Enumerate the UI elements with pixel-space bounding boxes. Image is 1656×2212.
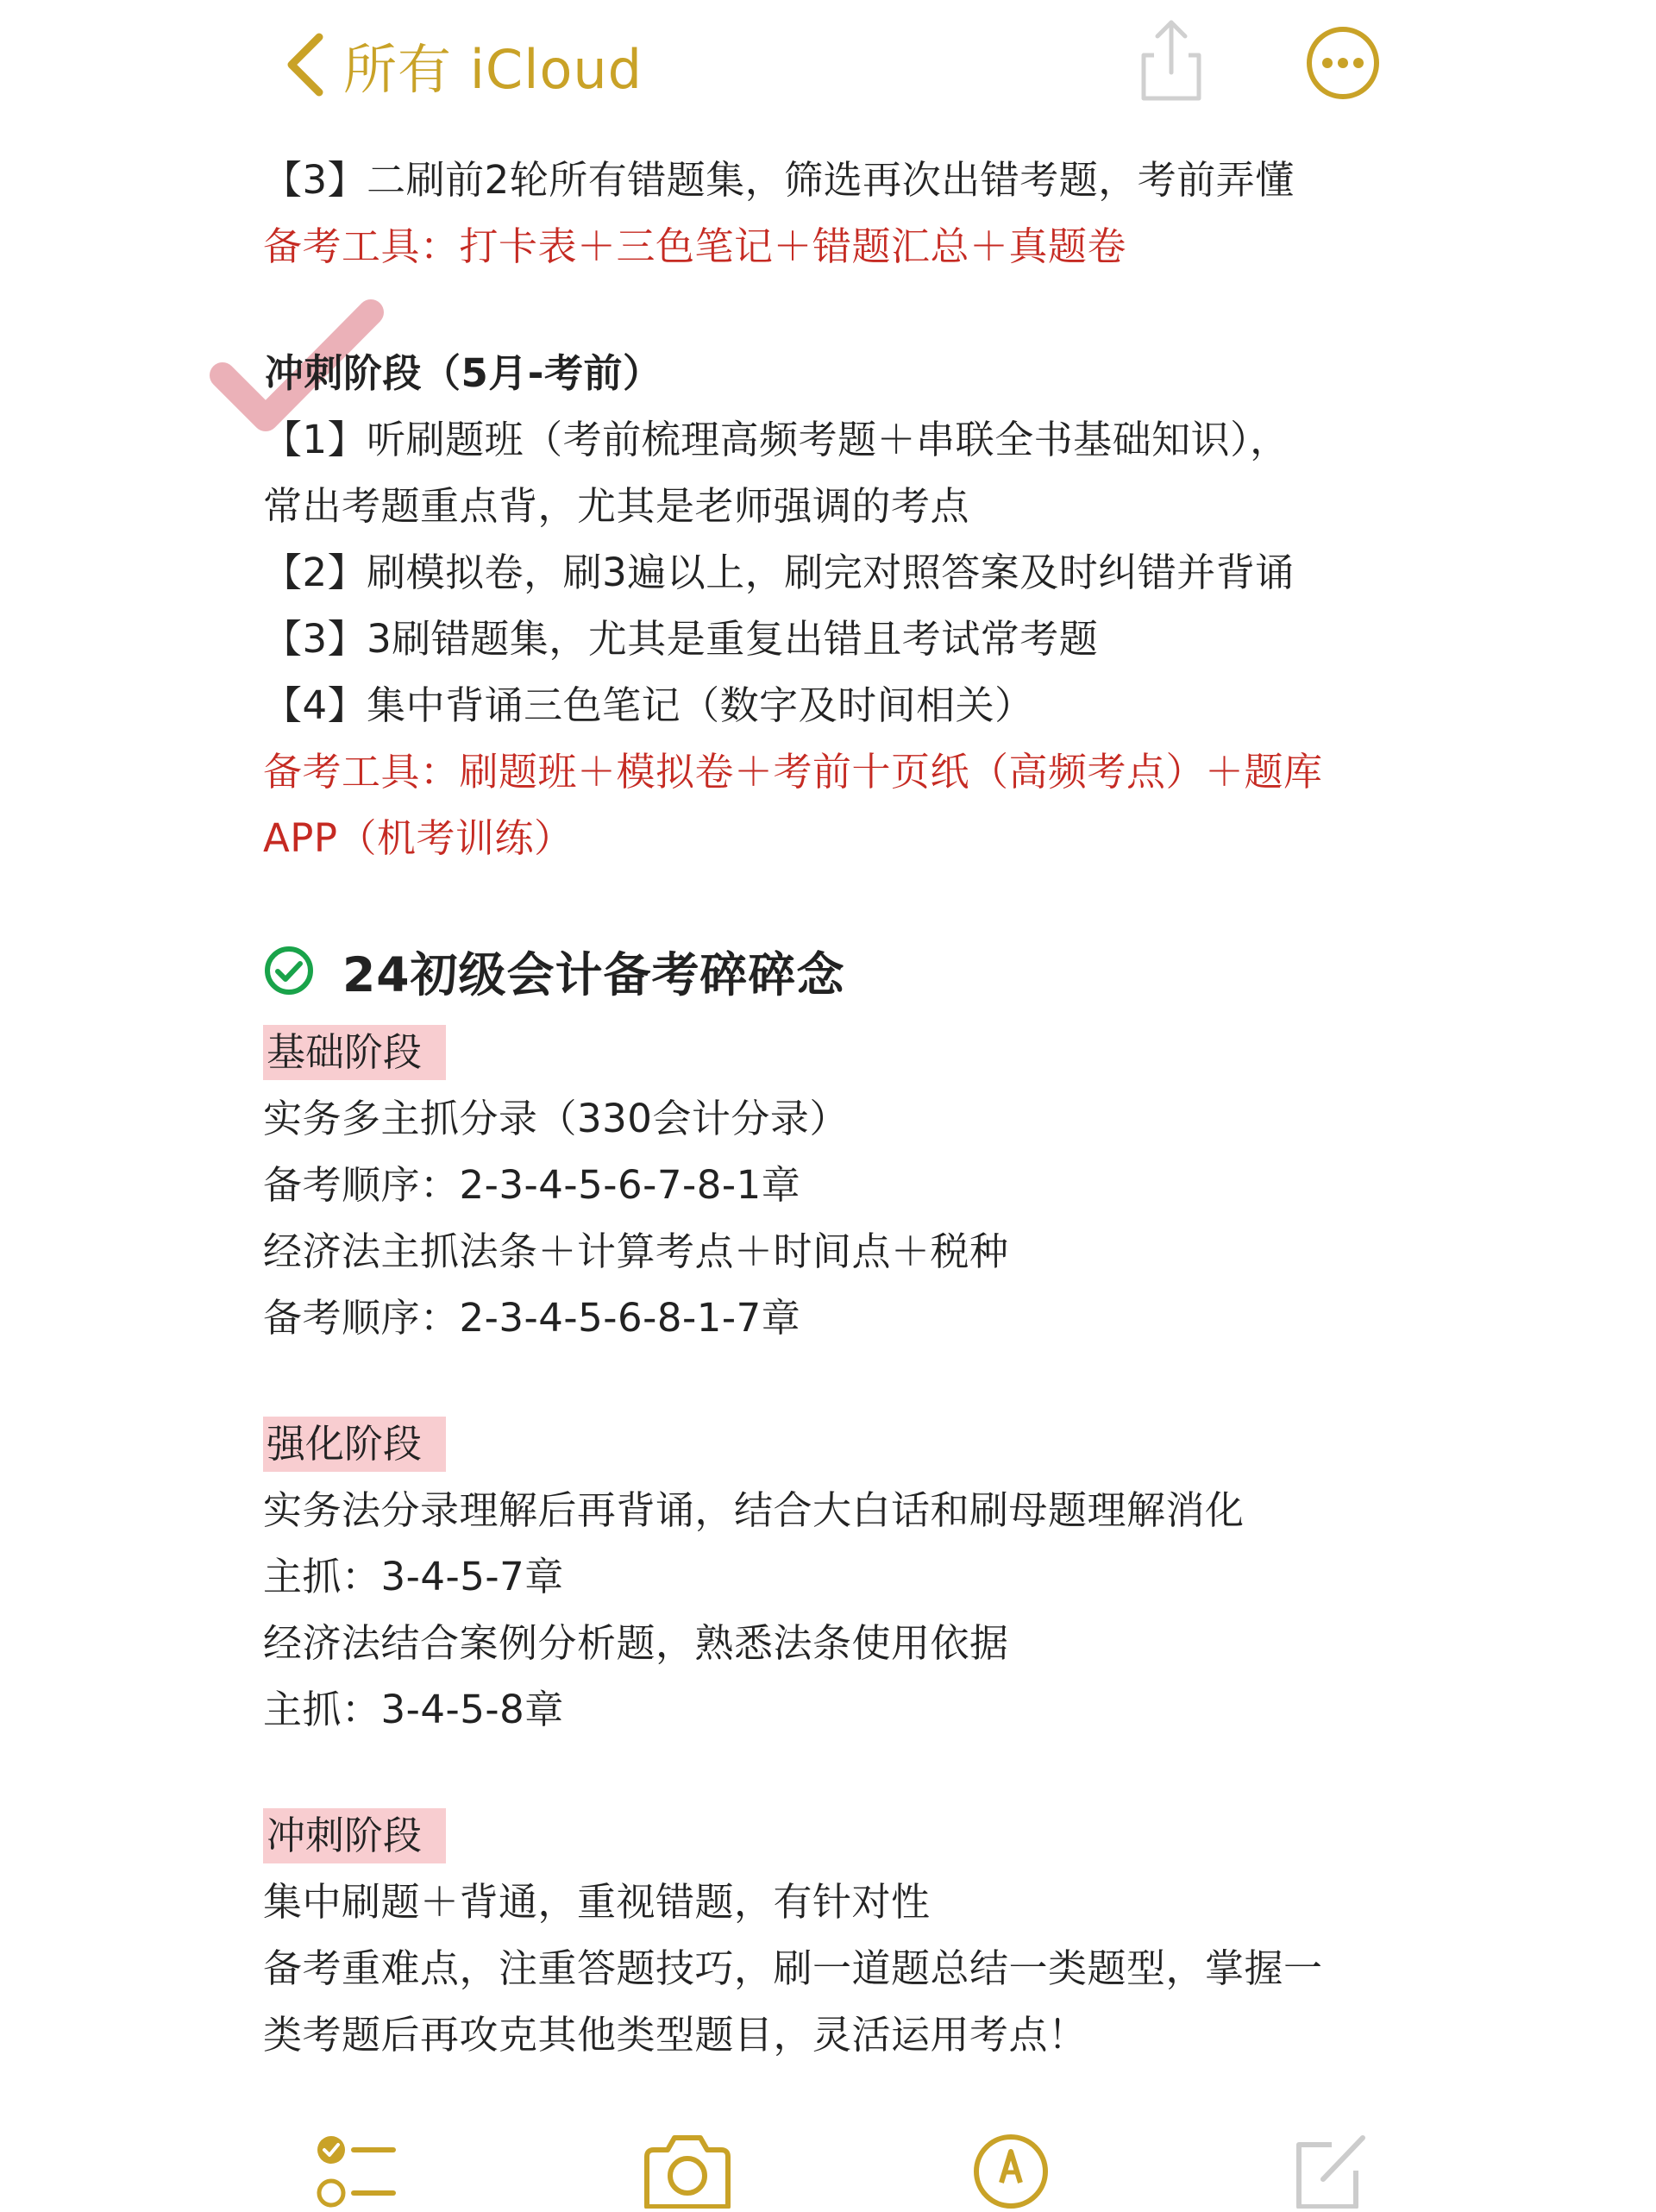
check-circle-icon bbox=[263, 945, 315, 996]
nav-bar bbox=[0, 0, 1656, 129]
note-line: 【3】二刷前2轮所有错题集，筛选再次出错考题，考前弄懂 bbox=[263, 157, 1295, 203]
highlight-label: 基础阶段 bbox=[263, 1025, 446, 1080]
share-icon bbox=[1137, 17, 1206, 104]
back-label: 所有 iCloud bbox=[343, 37, 643, 101]
note-line: 经济法主抓法条＋计算考点＋时间点＋税种 bbox=[263, 1229, 1009, 1274]
markup-pen-icon bbox=[970, 2131, 1051, 2209]
more-icon bbox=[1304, 24, 1382, 102]
checklist-icon bbox=[312, 2131, 398, 2209]
note-line: 【2】刷模拟卷，刷3遍以上，刷完对照答案及时纠错并背诵 bbox=[263, 550, 1295, 595]
compose-button[interactable] bbox=[1290, 2131, 1368, 2212]
bottom-toolbar bbox=[0, 2131, 1656, 2209]
section-heading bbox=[263, 923, 1419, 1018]
note-line: 主抓：3-4-5-7章 bbox=[263, 1554, 564, 1599]
note-line: 【4】集中背诵三色笔记（数字及时间相关） bbox=[263, 682, 1034, 728]
note-line: 实务法分录理解后再背诵，结合大白话和刷母题理解消化 bbox=[263, 1487, 1245, 1533]
tools-line: 备考工具：刷题班＋模拟卷＋考前十页纸（高频考点）＋题库 bbox=[263, 749, 1323, 795]
highlight-label: 强化阶段 bbox=[263, 1417, 446, 1472]
camera-icon bbox=[640, 2131, 735, 2209]
share-button[interactable] bbox=[1137, 17, 1206, 107]
highlight-label: 冲刺阶段 bbox=[263, 1808, 446, 1863]
note-line: 备考重难点，注重答题技巧，刷一道题总结一类题型，掌握一 bbox=[263, 1945, 1323, 1991]
note-line: 备考顺序：2-3-4-5-6-7-8-1章 bbox=[263, 1162, 801, 1208]
note-line: 实务多主抓分录（330会计分录） bbox=[263, 1096, 849, 1141]
chevron-left-icon bbox=[285, 32, 324, 97]
note-line: 【1】听刷题班（考前梳理高频考题＋串联全书基础知识）， bbox=[263, 417, 1289, 462]
note-line: 经济法结合案例分析题，熟悉法条使用依据 bbox=[263, 1620, 1009, 1666]
note-body[interactable] bbox=[263, 147, 1419, 2068]
compose-icon bbox=[1290, 2131, 1368, 2209]
more-options-button[interactable] bbox=[1304, 24, 1382, 105]
back-button[interactable] bbox=[285, 26, 643, 104]
note-line: 常出考题重点背，尤其是老师强调的考点 bbox=[263, 483, 970, 529]
camera-button[interactable] bbox=[640, 2131, 735, 2212]
note-line: 主抓：3-4-5-8章 bbox=[263, 1687, 564, 1732]
tools-line: 备考工具：打卡表＋三色笔记＋错题汇总＋真题卷 bbox=[263, 223, 1127, 269]
sprint-heading: 冲刺阶段（5月-考前） bbox=[265, 350, 662, 396]
tools-line: APP（机考训练） bbox=[263, 815, 574, 861]
markup-button[interactable] bbox=[970, 2131, 1051, 2212]
note-line: 集中刷题＋背通，重视错题，有针对性 bbox=[263, 1879, 931, 1925]
checklist-button[interactable] bbox=[312, 2131, 398, 2212]
note-line: 备考顺序：2-3-4-5-6-8-1-7章 bbox=[263, 1295, 801, 1341]
note-line: 【3】3刷错题集，尤其是重复出错且考试常考题 bbox=[263, 616, 1099, 662]
section-title: 24初级会计备考碎碎念 bbox=[342, 946, 845, 1002]
note-line: 类考题后再攻克其他类型题目，灵活运用考点！ bbox=[263, 2012, 1088, 2058]
